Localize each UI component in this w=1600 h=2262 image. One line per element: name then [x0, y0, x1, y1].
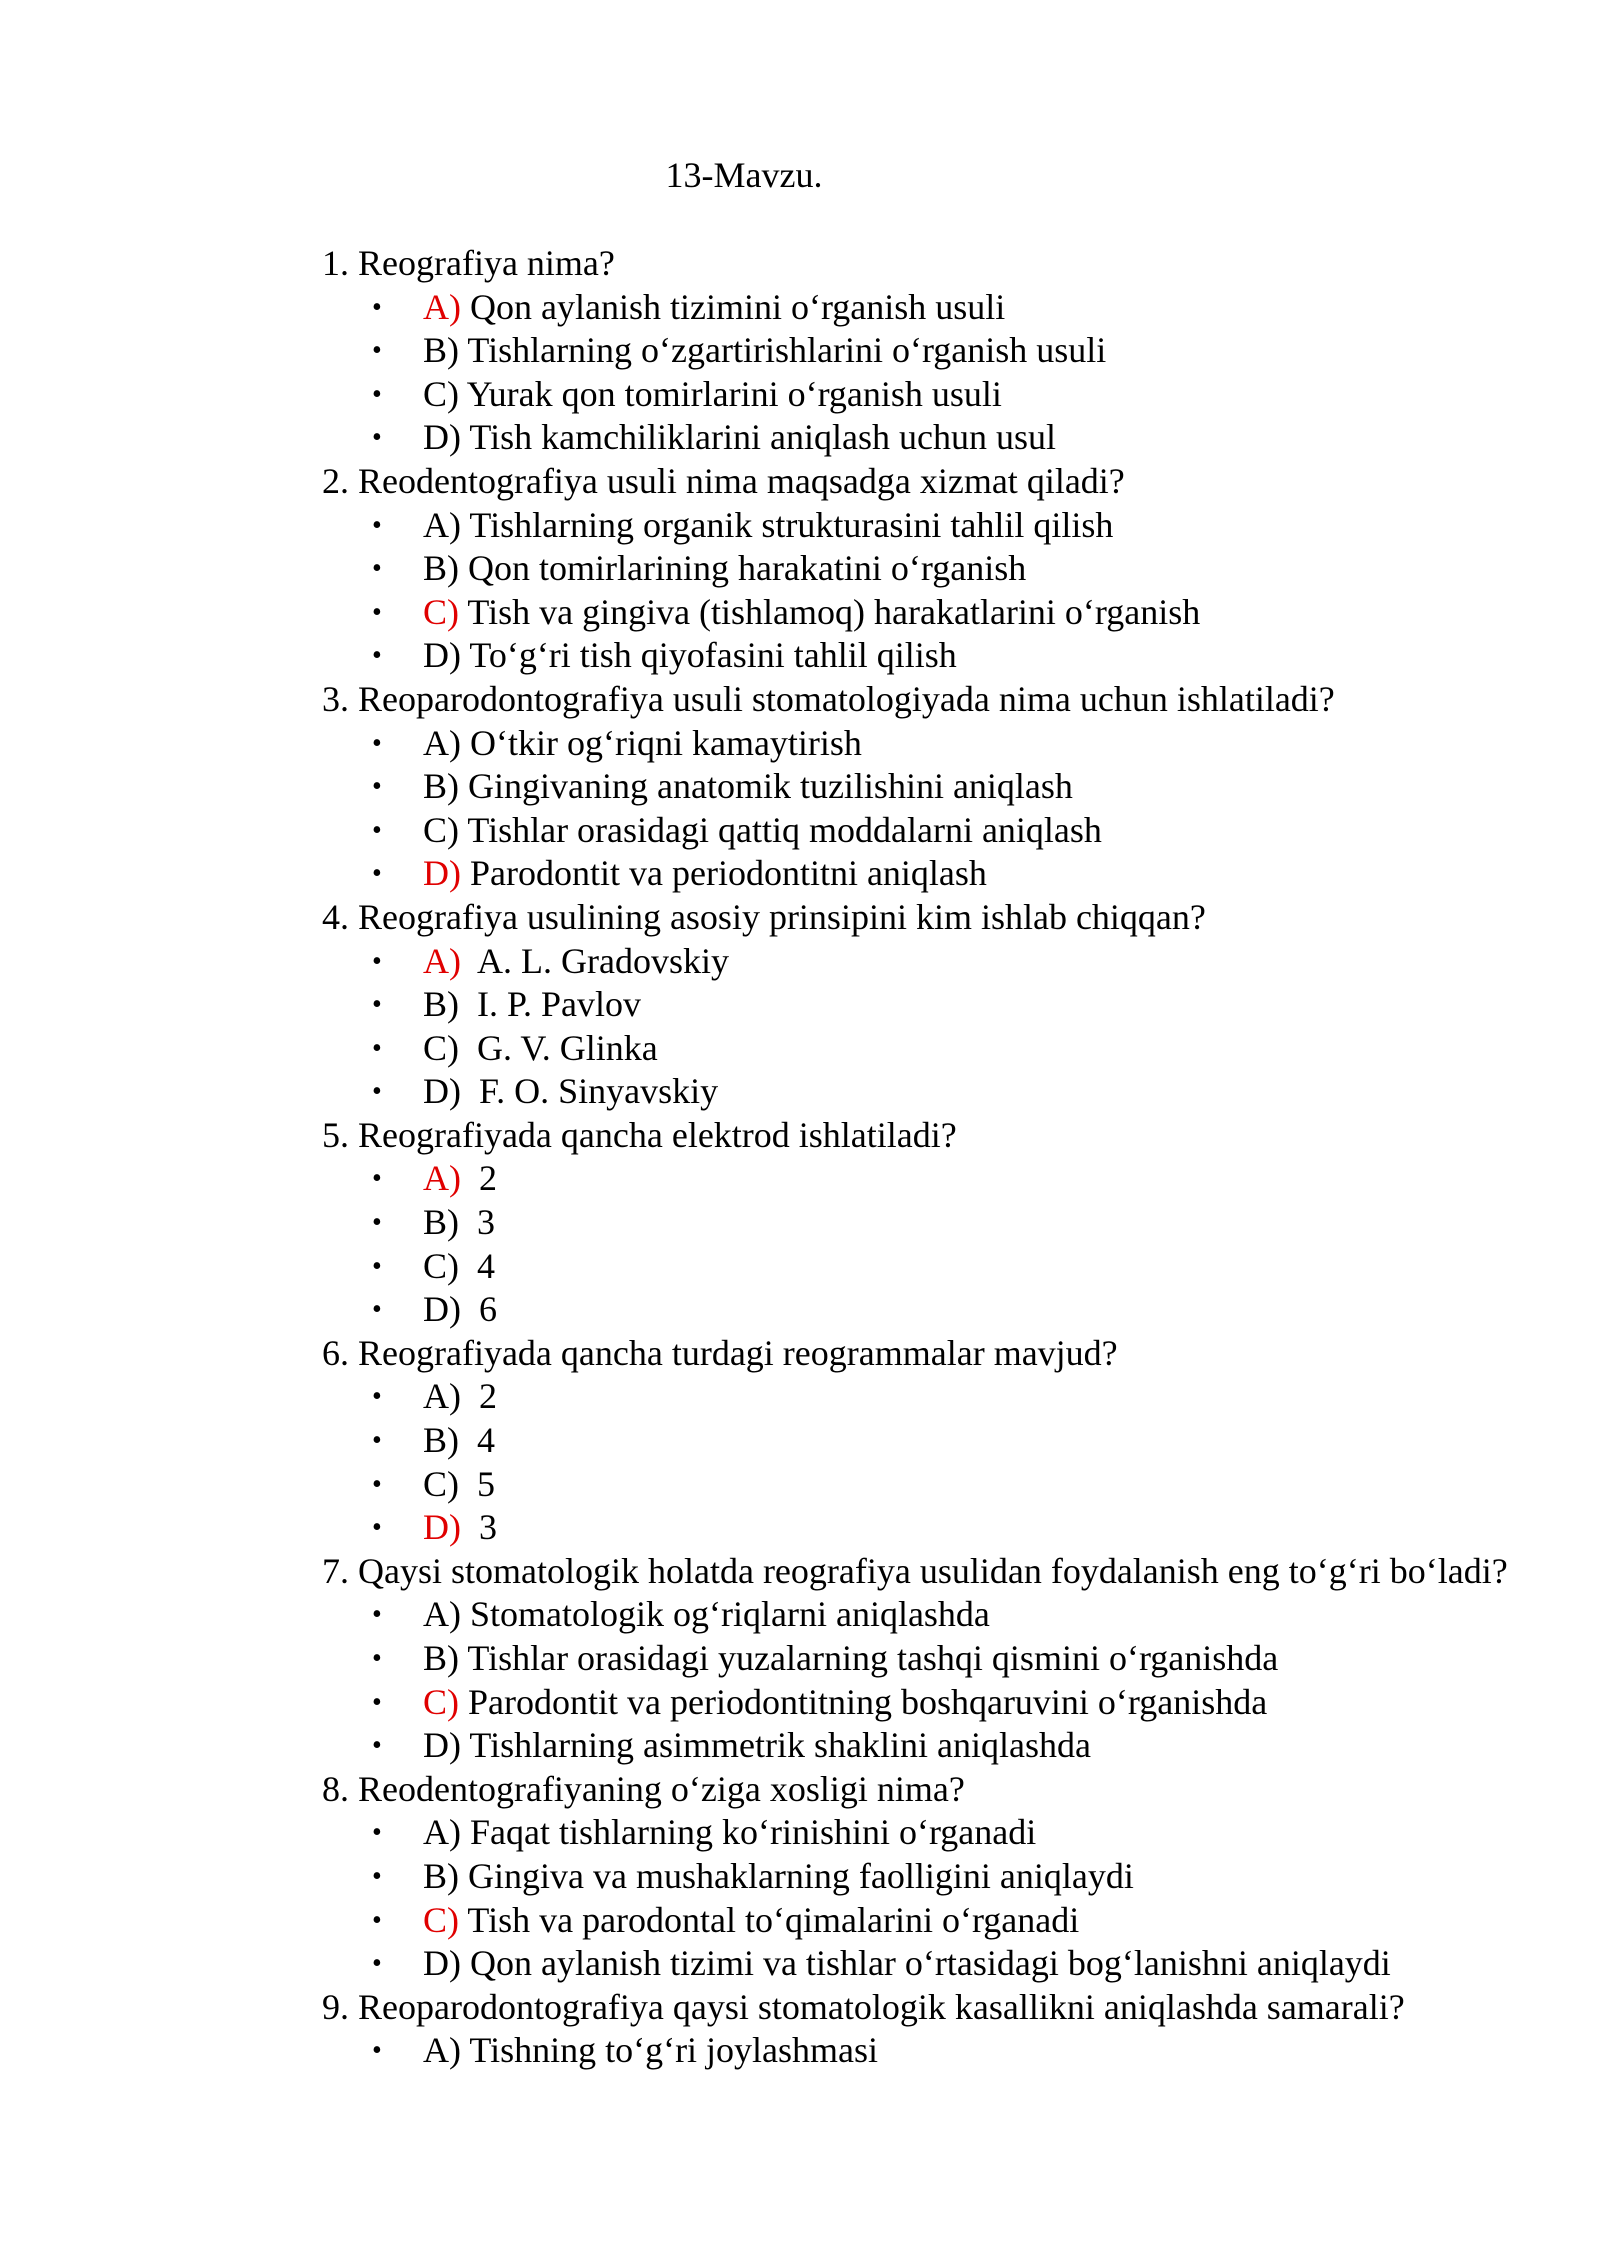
- option-letter: A): [423, 504, 461, 545]
- answer-option: [322, 1811, 1542, 1855]
- option-text: To‘g‘ri tish qiyofasini tahlil qilish: [461, 635, 957, 676]
- bullet-icon: •: [372, 1032, 382, 1064]
- option-text: 4: [459, 1245, 495, 1286]
- option-text: Parodontit va periodontitning boshqaruvini o‘rganishda: [459, 1681, 1268, 1722]
- answer-option: [322, 809, 1542, 853]
- question-number: 3.: [322, 678, 349, 719]
- bullet-icon: •: [372, 814, 382, 846]
- option-text: Faqat tishlarning ko‘rinishini o‘rganadi: [461, 1812, 1037, 1853]
- answer-option: [322, 765, 1542, 809]
- option-text: 2: [461, 1158, 497, 1199]
- option-letter: D): [423, 417, 461, 458]
- option-letter: B): [423, 1202, 459, 1243]
- option-letter-correct: C): [423, 1681, 459, 1722]
- question-item: [322, 1986, 1542, 2073]
- bullet-icon: •: [372, 858, 382, 890]
- answer-option: [322, 329, 1542, 373]
- answer-option: [322, 373, 1542, 417]
- question-label: Reografiyada qancha turdagi reogrammalar mavjud?: [358, 1332, 1118, 1373]
- option-letter-correct: D): [423, 1507, 461, 1548]
- answer-option: [322, 634, 1542, 678]
- option-text: I. P. Pavlov: [459, 984, 642, 1025]
- bullet-icon: •: [372, 640, 382, 672]
- option-letter: A): [423, 1812, 461, 1853]
- option-letter: B): [423, 766, 459, 807]
- answer-option: [322, 547, 1542, 591]
- question-item: [322, 1114, 1542, 1332]
- question-number: 6.: [322, 1332, 349, 1373]
- bullet-icon: •: [372, 335, 382, 367]
- option-letter: C): [423, 1027, 459, 1068]
- answer-option: [322, 1463, 1542, 1507]
- option-text: Qon aylanish tizimi va tishlar o‘rtasidagi bog‘lanishni aniqlaydi: [461, 1943, 1391, 1984]
- question-item: [322, 1768, 1542, 1986]
- option-text: Qon aylanish tizimini o‘rganish usuli: [461, 286, 1006, 327]
- option-text: Tish va parodontal to‘qimalarini o‘rganadi: [459, 1899, 1080, 1940]
- option-letter: D): [423, 1725, 461, 1766]
- option-letter: A): [423, 1594, 461, 1635]
- bullet-icon: •: [372, 1860, 382, 1892]
- bullet-icon: •: [372, 1512, 382, 1544]
- answer-option: [322, 1288, 1542, 1332]
- bullet-icon: •: [372, 1250, 382, 1282]
- option-text: Tish kamchiliklarini aniqlash uchun usul: [461, 417, 1056, 458]
- option-text: 3: [461, 1507, 497, 1548]
- question-text: [322, 1768, 1518, 1812]
- option-letter: D): [423, 1943, 461, 1984]
- bullet-icon: •: [372, 1207, 382, 1239]
- question-label: Reoparodontografiya usuli stomatologiyada nima uchun ishlatiladi?: [358, 678, 1335, 719]
- question-number: 1.: [322, 243, 349, 283]
- question-label: Reografiya nima?: [358, 243, 615, 283]
- option-text: 6: [461, 1289, 497, 1330]
- option-text: 3: [459, 1202, 495, 1243]
- option-text: O‘tkir og‘riqni kamaytirish: [461, 722, 862, 763]
- question-item: [322, 1332, 1542, 1550]
- question-label: Reodentografiyaning o‘ziga xosligi nima?: [358, 1768, 965, 1809]
- bullet-icon: •: [372, 1076, 382, 1108]
- answer-option: [322, 983, 1542, 1027]
- question-label: Reoparodontografiya qaysi stomatologik kasallikni aniqlashda samarali?: [358, 1986, 1405, 2027]
- question-text: [322, 1550, 1518, 1594]
- answer-option: [322, 1506, 1542, 1550]
- answer-option: [322, 940, 1542, 984]
- question-number: 2.: [322, 460, 349, 501]
- bullet-icon: •: [372, 1817, 382, 1849]
- option-letter-correct: A): [423, 940, 461, 981]
- bullet-icon: •: [372, 509, 382, 541]
- answer-option: [322, 591, 1542, 635]
- answer-option: [322, 1375, 1542, 1419]
- question-text: [322, 896, 1518, 940]
- answer-option: [322, 1157, 1542, 1201]
- option-letter: A): [423, 1376, 461, 1417]
- question-item: [322, 460, 1542, 678]
- option-text: Tishlarning asimmetrik shaklini aniqlashda: [461, 1725, 1091, 1766]
- question-label: Qaysi stomatologik holatda reografiya usulidan foydalanish eng to‘g‘ri bo‘ladi?: [358, 1550, 1508, 1591]
- answer-option: [322, 504, 1542, 548]
- question-item: [322, 1550, 1542, 1768]
- option-text: Tishlar orasidagi qattiq moddalarni aniqlash: [459, 809, 1102, 850]
- answer-option: [322, 1070, 1542, 1114]
- bullet-icon: •: [372, 1730, 382, 1762]
- question-text: [322, 242, 1518, 286]
- bullet-icon: •: [372, 1904, 382, 1936]
- question-number: 9.: [322, 1986, 349, 2027]
- option-letter: D): [423, 1289, 461, 1330]
- bullet-icon: •: [372, 989, 382, 1021]
- question-label: Reografiya usulining asosiy prinsipini kim ishlab chiqqan?: [358, 896, 1206, 937]
- answer-option: [322, 1899, 1542, 1943]
- bullet-icon: •: [372, 1425, 382, 1457]
- question-text: [322, 678, 1518, 722]
- question-number: 8.: [322, 1768, 349, 1809]
- answer-option: [322, 722, 1542, 766]
- option-letter-correct: C): [423, 1899, 459, 1940]
- option-text: A. L. Gradovskiy: [461, 940, 729, 981]
- question-item: [322, 678, 1542, 896]
- option-letter: B): [423, 330, 459, 371]
- answer-option: [322, 852, 1542, 896]
- bullet-icon: •: [372, 291, 382, 323]
- question-item: [322, 896, 1542, 1114]
- option-text: 5: [459, 1463, 495, 1504]
- bullet-icon: •: [372, 553, 382, 585]
- question-item: [322, 242, 1542, 460]
- answer-option: [322, 1419, 1542, 1463]
- bullet-icon: •: [372, 596, 382, 628]
- answer-option: [322, 1201, 1542, 1245]
- option-text: G. V. Glinka: [459, 1027, 658, 1068]
- option-text: 2: [461, 1376, 497, 1417]
- answer-option: [322, 1637, 1542, 1681]
- question-number: 7.: [322, 1550, 349, 1591]
- question-text: [322, 1114, 1518, 1158]
- bullet-icon: •: [372, 1948, 382, 1980]
- option-text: Tishlar orasidagi yuzalarning tashqi qismini o‘rganishda: [459, 1638, 1279, 1678]
- bullet-icon: •: [372, 771, 382, 803]
- option-text: Tish va gingiva (tishlamoq) harakatlarini o‘rganish: [459, 591, 1201, 632]
- option-letter: B): [423, 984, 459, 1025]
- bullet-icon: •: [372, 1294, 382, 1326]
- question-text: [322, 460, 1518, 504]
- bullet-icon: •: [372, 422, 382, 454]
- option-letter: C): [423, 1245, 459, 1286]
- bullet-icon: •: [372, 2035, 382, 2067]
- answer-option: [322, 1724, 1542, 1768]
- answer-option: [322, 1855, 1542, 1899]
- bullet-icon: •: [372, 1381, 382, 1413]
- option-letter-correct: A): [423, 286, 461, 327]
- option-text: Tishning to‘g‘ri joylashmasi: [461, 2030, 879, 2071]
- bullet-icon: •: [372, 1163, 382, 1195]
- option-text: Parodontit va periodontitni aniqlash: [461, 853, 987, 894]
- option-text: Stomatologik og‘riqlarni aniqlashda: [461, 1594, 990, 1635]
- option-text: Qon tomirlarining harakatini o‘rganish: [459, 548, 1027, 589]
- option-text: Tishlarning organik strukturasini tahlil qilish: [461, 504, 1114, 545]
- bullet-icon: •: [372, 945, 382, 977]
- answer-option: [322, 2029, 1542, 2073]
- answer-option: [322, 1245, 1542, 1289]
- question-label: Reografiyada qancha elektrod ishlatiladi?: [358, 1114, 957, 1155]
- option-letter: B): [423, 1855, 459, 1896]
- option-text: F. O. Sinyavskiy: [461, 1071, 719, 1112]
- page-title: 13-Mavzu.: [665, 155, 823, 195]
- option-letter: B): [423, 1638, 459, 1678]
- answer-option: [322, 1681, 1542, 1725]
- option-letter: B): [423, 548, 459, 589]
- question-text: [322, 1986, 1518, 2030]
- answer-option: [322, 1942, 1542, 1986]
- option-text: Gingivaning anatomik tuzilishini aniqlash: [459, 766, 1073, 807]
- question-number: 4.: [322, 896, 349, 937]
- question-text: [322, 1332, 1518, 1376]
- question-label: Reodentografiya usuli nima maqsadga xizmat qiladi?: [358, 460, 1125, 501]
- option-letter: D): [423, 635, 461, 676]
- option-letter: A): [423, 722, 461, 763]
- bullet-icon: •: [372, 1686, 382, 1718]
- bullet-icon: •: [372, 1468, 382, 1500]
- option-letter: A): [423, 2030, 461, 2071]
- option-text: 4: [459, 1420, 495, 1461]
- answer-option: [322, 1593, 1542, 1637]
- answer-option: [322, 416, 1542, 460]
- bullet-icon: •: [372, 1643, 382, 1674]
- bullet-icon: •: [372, 1599, 382, 1631]
- question-list: [322, 242, 1542, 2073]
- option-letter: C): [423, 809, 459, 850]
- question-number: 5.: [322, 1114, 349, 1155]
- option-letter: C): [423, 373, 459, 414]
- answer-option: [322, 286, 1542, 330]
- option-text: Yurak qon tomirlarini o‘rganish usuli: [459, 373, 1002, 414]
- option-text: Tishlarning o‘zgartirishlarini o‘rganish usuli: [459, 330, 1107, 371]
- option-text: Gingiva va mushaklarning faolligini aniqlaydi: [459, 1855, 1134, 1896]
- option-letter: D): [423, 1071, 461, 1112]
- bullet-icon: •: [372, 378, 382, 410]
- bullet-icon: •: [372, 727, 382, 759]
- option-letter-correct: D): [423, 853, 461, 894]
- answer-option: [322, 1027, 1542, 1071]
- option-letter-correct: A): [423, 1158, 461, 1199]
- option-letter-correct: C): [423, 591, 459, 632]
- option-letter: B): [423, 1420, 459, 1461]
- option-letter: C): [423, 1463, 459, 1504]
